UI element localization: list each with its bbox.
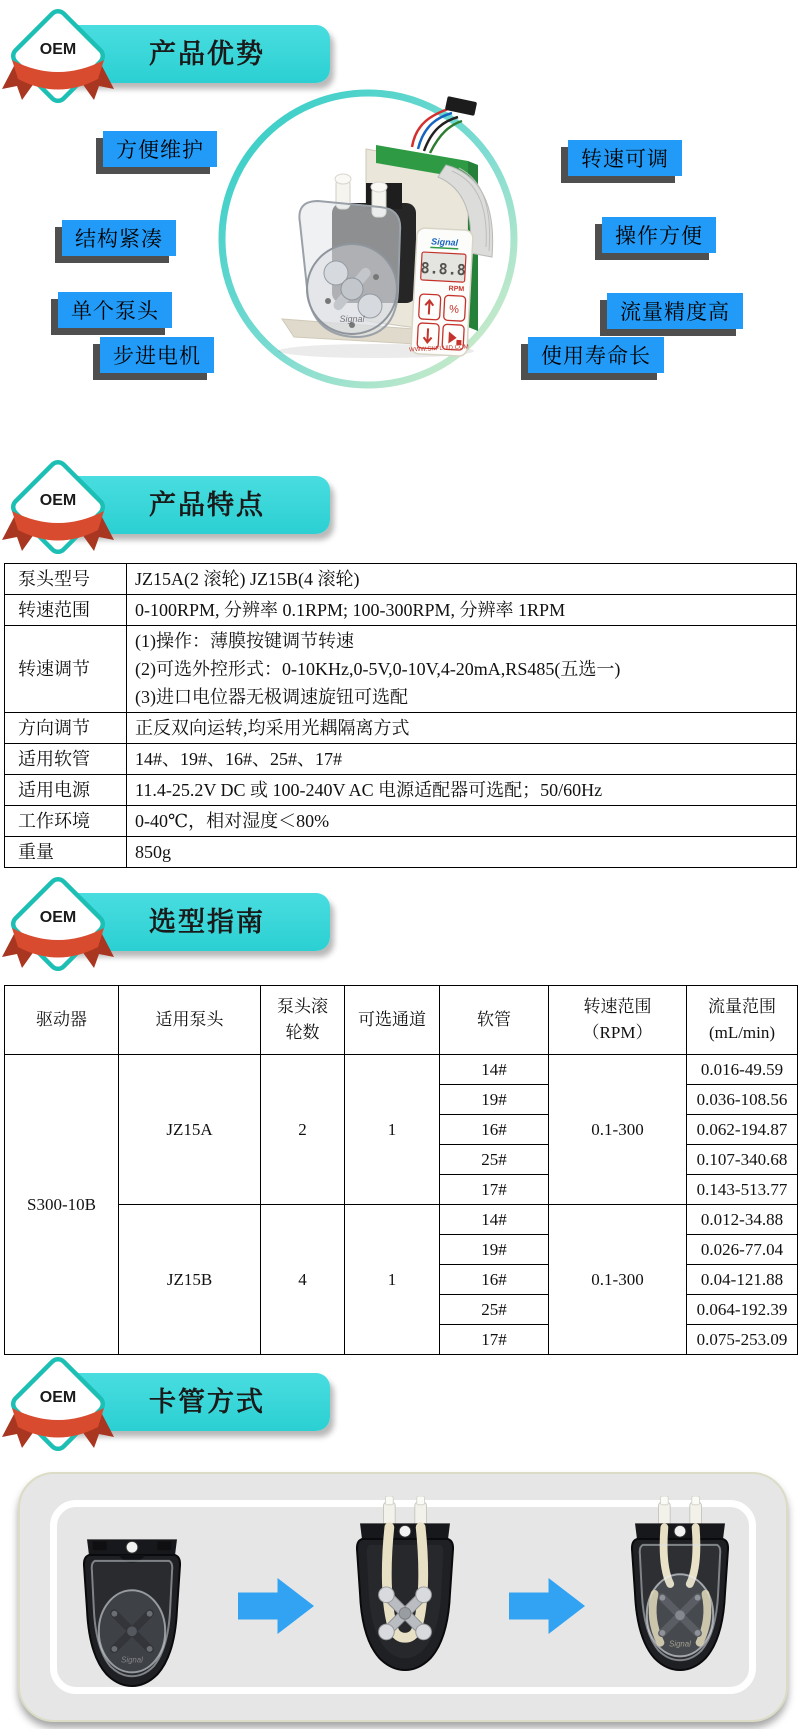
- feature-value: 正反双向运转,均采用光耦隔离方式: [127, 713, 797, 744]
- section-title: 产品特点: [149, 490, 265, 520]
- flow-cell: 0.04-121.88: [687, 1265, 798, 1295]
- col-header: 转速范围 （RPM）: [549, 986, 687, 1055]
- badge-label: OEM: [39, 1389, 77, 1406]
- table-row: [5, 806, 797, 837]
- feature-value: 11.4-25.2V DC 或 100-240V AC 电源适配器可选配；50/60Hz: [127, 775, 797, 806]
- feature-label: 适用软管: [5, 744, 127, 775]
- speed-cell: 0.1-300: [549, 1055, 687, 1205]
- pump-head-step-3: [620, 1496, 740, 1672]
- tube-cell: 17#: [440, 1325, 549, 1355]
- tube-cell: 17#: [440, 1175, 549, 1205]
- table-row: [5, 595, 797, 626]
- table-row: [5, 1205, 798, 1235]
- flow-cell: 0.026-77.04: [687, 1235, 798, 1265]
- display-unit: RPM: [448, 285, 465, 294]
- oem-badge-icon: [0, 447, 118, 567]
- col-header: 泵头滚 轮数: [261, 986, 345, 1055]
- tube-cell: 25#: [440, 1295, 549, 1325]
- feature-value: 850g: [127, 837, 797, 868]
- section-title: 产品优势: [149, 39, 265, 69]
- brand-logo: Signal: [430, 236, 459, 248]
- flow-cell: 0.012-34.88: [687, 1205, 798, 1235]
- brand-embossed: Signal: [339, 314, 365, 324]
- feature-value: 14#、19#、16#、25#、17#: [127, 744, 797, 775]
- pump-cell: JZ15B: [119, 1205, 261, 1355]
- clamping-steps-panel: [18, 1472, 788, 1722]
- table-row: [5, 564, 797, 595]
- rollers-cell: 2: [261, 1055, 345, 1205]
- feature-value: 0-40℃，相对湿度＜80%: [127, 806, 797, 837]
- pump-head-step-1: [72, 1512, 192, 1688]
- rollers-cell: 4: [261, 1205, 345, 1355]
- feature-label: 转速范围: [5, 595, 127, 626]
- feature-value: [127, 626, 797, 713]
- section-title: 卡管方式: [149, 1387, 265, 1417]
- col-header: 流量范围 (mL/min): [687, 986, 798, 1055]
- table-row: [5, 1055, 798, 1085]
- feature-label: 工作环境: [5, 806, 127, 837]
- tube-cell: 16#: [440, 1115, 549, 1145]
- feature-label: 重量: [5, 837, 127, 868]
- channels-cell: 1: [345, 1205, 440, 1355]
- channels-cell: 1: [345, 1055, 440, 1205]
- control-panel: [409, 228, 475, 357]
- driver-cell: S300-10B: [5, 1055, 119, 1355]
- section-title: 选型指南: [149, 907, 265, 937]
- feature-label: 泵头型号: [5, 564, 127, 595]
- badge-label: OEM: [39, 909, 77, 926]
- feature-line: (1)操作：薄膜按键调节转速: [135, 631, 354, 651]
- tube-cell: 19#: [440, 1235, 549, 1265]
- feature-label: 适用电源: [5, 775, 127, 806]
- brand-url: WWW.SNFLUID.COM: [408, 344, 469, 354]
- advantage-label: 流量精度高: [607, 293, 743, 329]
- flow-cell: 0.064-192.39: [687, 1295, 798, 1325]
- speed-cell: 0.1-300: [549, 1205, 687, 1355]
- oem-badge-icon: [0, 1344, 118, 1464]
- table-header-row: [5, 986, 798, 1055]
- advantage-label: 结构紧凑: [62, 220, 176, 256]
- table-row: [5, 837, 797, 868]
- advantage-label: 步进电机: [100, 337, 214, 373]
- features-table: [4, 563, 797, 868]
- advantage-label: 单个泵头: [58, 292, 172, 328]
- feature-line: (3)进口电位器无极调速旋钮可选配: [135, 687, 408, 707]
- brand-embossed: Signal: [121, 1655, 143, 1665]
- feature-label: 转速调节: [5, 626, 127, 713]
- advantage-label: 转速可调: [568, 140, 682, 176]
- col-header: 软管: [440, 986, 549, 1055]
- advantage-label: 操作方便: [602, 217, 716, 253]
- tube-cell: 14#: [440, 1205, 549, 1235]
- feature-label: 方向调节: [5, 713, 127, 744]
- advantage-label: 使用寿命长: [528, 337, 664, 373]
- percent-icon: %: [448, 303, 460, 316]
- col-header: 驱动器: [5, 986, 119, 1055]
- tube-cell: 16#: [440, 1265, 549, 1295]
- feature-line: (2)可选外控形式：0-10KHz,0-5V,0-10V,4-20mA,RS485(五选一): [135, 659, 621, 679]
- flow-cell: 0.143-513.77: [687, 1175, 798, 1205]
- table-row: [5, 744, 797, 775]
- tube-cell: 25#: [440, 1145, 549, 1175]
- selection-table: [4, 985, 798, 1355]
- display-digits: 8.8.8: [420, 258, 467, 280]
- table-row: [5, 713, 797, 744]
- oem-badge-icon: [0, 864, 118, 984]
- col-header: 可选通道: [345, 986, 440, 1055]
- tube-cell: 19#: [440, 1085, 549, 1115]
- flow-cell: 0.107-340.68: [687, 1145, 798, 1175]
- flow-cell: 0.062-194.87: [687, 1115, 798, 1145]
- brand-embossed: Signal: [669, 1639, 691, 1649]
- tube-cell: 14#: [440, 1055, 549, 1085]
- table-row: [5, 626, 797, 713]
- flow-cell: 0.016-49.59: [687, 1055, 798, 1085]
- advantage-label: 方便维护: [103, 131, 217, 167]
- product-photo: [216, 87, 520, 391]
- feature-value: JZ15A(2 滚轮) JZ15B(4 滚轮): [127, 564, 797, 595]
- feature-value: 0-100RPM, 分辨率 0.1RPM; 100-300RPM, 分辨率 1RPM: [127, 595, 797, 626]
- pump-head-step-2: [345, 1496, 465, 1672]
- col-header: 适用泵头: [119, 986, 261, 1055]
- flow-cell: 0.075-253.09: [687, 1325, 798, 1355]
- badge-label: OEM: [39, 41, 77, 58]
- flow-cell: 0.036-108.56: [687, 1085, 798, 1115]
- table-row: [5, 775, 797, 806]
- pump-cell: JZ15A: [119, 1055, 261, 1205]
- badge-label: OEM: [39, 492, 77, 509]
- pump-head: [299, 201, 400, 337]
- oem-badge-icon: [0, 0, 118, 116]
